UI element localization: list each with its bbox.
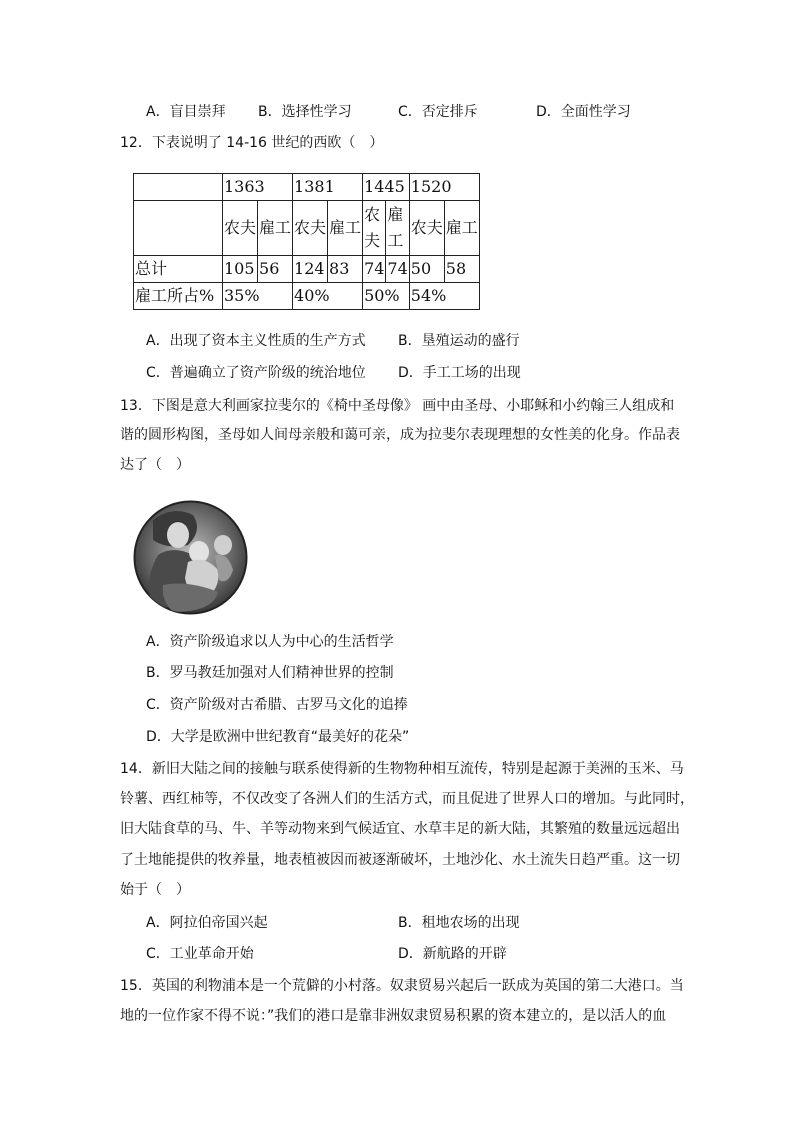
table-cell: 124 (293, 256, 328, 283)
table-subheader-char: 夫 (364, 231, 381, 250)
q12-option-b[interactable]: B．垦殖运动的盛行 (398, 333, 520, 349)
q12-option-d[interactable]: D．手工工场的出现 (398, 365, 521, 381)
table-subheader (363, 201, 386, 256)
table-corner-cell (134, 174, 223, 201)
q13-option-a[interactable]: A．资产阶级追求以人为中心的生活哲学 (146, 634, 394, 650)
table-row-label: 雇工所占% (134, 283, 223, 310)
table-cell: 105 (223, 256, 258, 283)
q13-stem-line-1: 13．下图是意大利画家拉斐尔的《椅中圣母像》 画中由圣母、小耶稣和小约翰三人组成和 (120, 398, 675, 414)
q12-option-a[interactable]: A．出现了资本主义性质的生产方式 (146, 333, 366, 349)
q11-option-b[interactable]: B．选择性学习 (258, 104, 352, 120)
q14-stem-line-4: 了土地能提供的牧养量，地表植被因而被逐渐破坏，土地沙化、水土流失日趋严重。这一切 (120, 852, 680, 868)
q12-stem: 12．下表说明了 14-16 世纪的西欧（ ） (120, 135, 384, 151)
q14-stem-line-2: 铃薯、西红柿等，不仅改变了各洲人们的生活方式，而且促进了世界人口的增加。与此同时， (120, 791, 694, 807)
table-subheader: 农夫 (409, 201, 444, 256)
q11-option-d[interactable]: D．全面性学习 (536, 104, 631, 120)
q13-option-b[interactable]: B．罗马教廷加强对人们精神世界的控制 (146, 665, 394, 681)
q14-stem-line-1: 14．新旧大陆之间的接触与联系使得新的生物物种相互流传，特别是起源于美洲的玉米、马 (120, 761, 684, 777)
q14-option-b[interactable]: B．租地农场的出现 (398, 915, 520, 931)
table-cell: 74 (386, 256, 409, 283)
table-subheader-char: 农 (364, 205, 381, 224)
table-cell: 74 (363, 256, 386, 283)
q13-option-d[interactable]: D．大学是欧洲中世纪教育“最美好的花朵” (146, 729, 410, 745)
table-subheader: 雇工 (328, 201, 363, 256)
q12-data-table (133, 173, 480, 310)
table-row-label: 总计 (134, 256, 223, 283)
table-subheader (386, 201, 409, 256)
q13-stem-line-2: 谐的圆形构图，圣母如人间母亲般和蔼可亲，成为拉斐尔表现理想的女性美的化身。作品表 (120, 427, 680, 443)
table-subheader: 农夫 (223, 201, 258, 256)
table-subheader: 雇工 (444, 201, 479, 256)
table-year-header: 1520 (409, 174, 479, 201)
q14-option-a[interactable]: A．阿拉伯帝国兴起 (146, 915, 268, 931)
table-cell: 83 (328, 256, 363, 283)
table-cell: 58 (444, 256, 479, 283)
table-cell: 40% (293, 283, 363, 310)
q14-option-d[interactable]: D．新航路的开辟 (398, 946, 507, 962)
table-cell: 56 (258, 256, 293, 283)
q11-option-a[interactable]: A．盲目崇拜 (146, 104, 226, 120)
q13-stem-line-3: 达了（ ） (120, 457, 190, 473)
table-cell: 50 (409, 256, 444, 283)
madonna-painting-icon (133, 500, 248, 615)
table-year-header: 1381 (293, 174, 363, 201)
q13-option-c[interactable]: C．资产阶级对古希腊、古罗马文化的追捧 (146, 697, 408, 713)
table-empty-cell (134, 201, 223, 256)
table-year-header: 1363 (223, 174, 293, 201)
q11-option-c[interactable]: C．否定排斥 (398, 104, 478, 120)
q15-stem-line-2: 地的一位作家不得不说：”我们的港口是靠非洲奴隶贸易积累的资本建立的，是以活人的血 (120, 1008, 667, 1024)
q14-stem-line-3: 旧大陆食草的马、牛、羊等动物来到气候适宜、水草丰足的新大陆，其繁殖的数量远远超出 (120, 821, 680, 837)
table-subheader-char: 工 (387, 231, 404, 250)
table-cell: 35% (223, 283, 293, 310)
table-year-header: 1445 (363, 174, 410, 201)
table-cell: 50% (363, 283, 410, 310)
q12-option-c[interactable]: C．普遍确立了资产阶级的统治地位 (146, 365, 366, 381)
table-subheader: 农夫 (293, 201, 328, 256)
q14-option-c[interactable]: C．工业革命开始 (146, 946, 254, 962)
table-subheader: 雇工 (258, 201, 293, 256)
q15-stem-line-1: 15．英国的利物浦本是一个荒僻的小村落。奴隶贸易兴起后一跃成为英国的第二大港口。当 (120, 978, 684, 994)
q14-stem-line-5: 始于（ ） (120, 882, 190, 898)
table-subheader-char: 雇 (387, 205, 404, 224)
table-cell: 54% (409, 283, 479, 310)
